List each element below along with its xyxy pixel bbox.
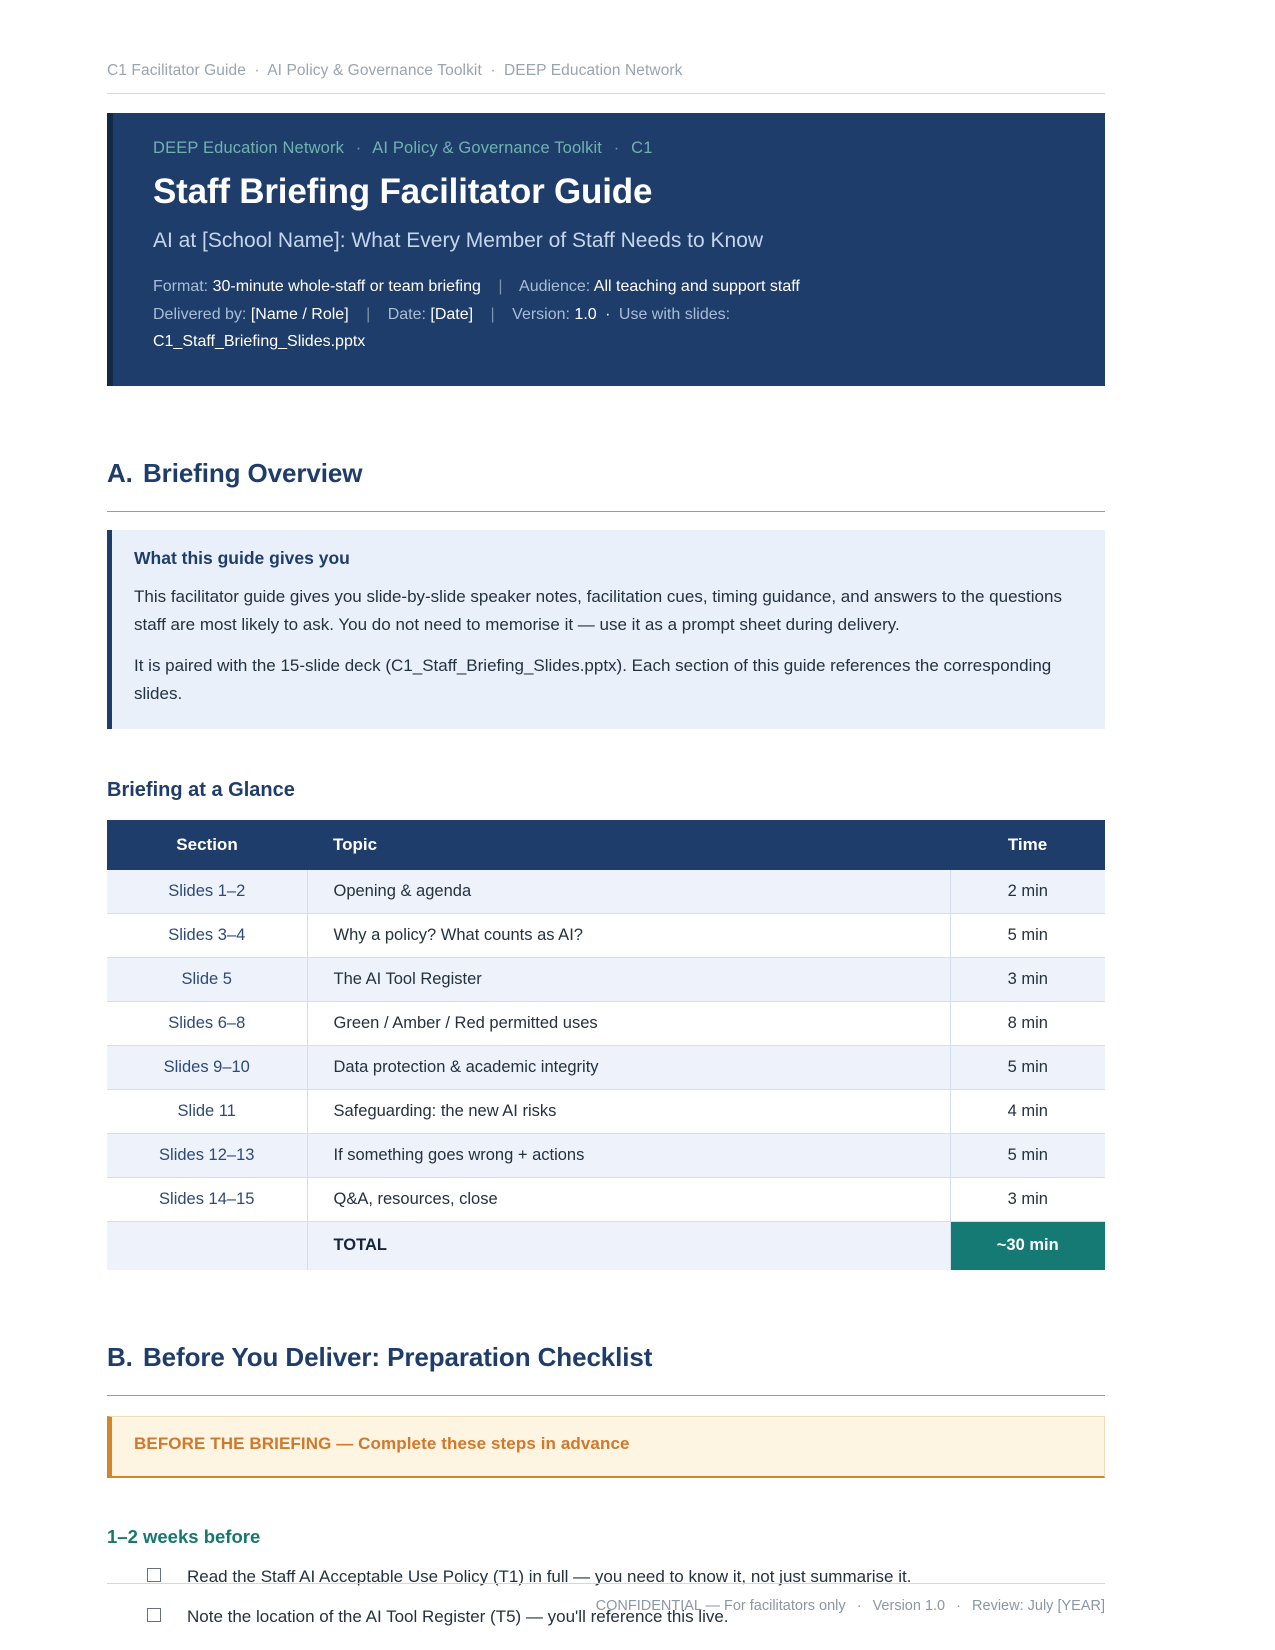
table-row bbox=[107, 1178, 1105, 1222]
banner-metadata bbox=[153, 273, 1065, 356]
banner-kicker-separator: · bbox=[613, 139, 620, 157]
date-value: [Date] bbox=[430, 305, 474, 323]
cell-section: Slides 12–13 bbox=[107, 1134, 307, 1178]
column-header-time: Time bbox=[950, 820, 1105, 870]
info-callout-paragraph-1: This facilitator guide gives you slide-by-slide speaker notes, facilitation cues, timing guidance, and answers to the questions staff are most likely to ask. You do not need to memorise it — use it as a prompt sheet during delivery. bbox=[134, 586, 1062, 634]
section-b-number: B. bbox=[107, 1341, 133, 1372]
table-row bbox=[107, 1090, 1105, 1134]
briefing-at-a-glance-heading: Briefing at a Glance bbox=[107, 779, 295, 802]
banner-meta-line-1 bbox=[153, 273, 1065, 301]
table-body bbox=[107, 870, 1105, 1270]
table-row bbox=[107, 1046, 1105, 1090]
cell-section: Slides 9–10 bbox=[107, 1046, 307, 1090]
table-total-row bbox=[107, 1222, 1105, 1270]
footer-version: Version 1.0 bbox=[872, 1598, 946, 1614]
table-row bbox=[107, 870, 1105, 914]
cell-section: Slides 1–2 bbox=[107, 870, 307, 914]
checkbox-icon[interactable] bbox=[147, 1568, 161, 1582]
warning-callout-title: BEFORE THE BRIEFING — Complete these steps in advance bbox=[134, 1433, 630, 1453]
use-with-slides-label: Use with slides: bbox=[618, 305, 731, 323]
banner-meta-line-2 bbox=[153, 301, 1065, 329]
cell-topic: Data protection & academic integrity bbox=[307, 1046, 950, 1090]
column-header-topic: Topic bbox=[307, 820, 950, 870]
cell-time: 2 min bbox=[950, 870, 1105, 914]
cell-section: Slide 11 bbox=[107, 1090, 307, 1134]
cell-topic: Safeguarding: the new AI risks bbox=[307, 1090, 950, 1134]
cell-time: 8 min bbox=[950, 1002, 1105, 1046]
footer-review: Review: July [YEAR] bbox=[972, 1598, 1105, 1614]
audience-label: Audience: bbox=[519, 278, 591, 296]
column-header-section: Section bbox=[107, 820, 307, 870]
running-head-part-2: AI Policy & Governance Toolkit bbox=[267, 62, 482, 79]
section-heading-a bbox=[107, 458, 1105, 512]
cell-time: 3 min bbox=[950, 1178, 1105, 1222]
cell-time: 5 min bbox=[950, 1046, 1105, 1090]
cell-section: Slides 3–4 bbox=[107, 914, 307, 958]
table-row bbox=[107, 1134, 1105, 1178]
checklist-group-title: 1–2 weeks before bbox=[107, 1525, 261, 1547]
document-subtitle: AI at [School Name]: What Every Member of Staff Needs to Know bbox=[153, 229, 764, 253]
version-label: Version: bbox=[512, 305, 570, 323]
table-row bbox=[107, 1002, 1105, 1046]
banner-kicker-part-1: DEEP Education Network bbox=[153, 139, 345, 157]
meta-pipe: | bbox=[490, 305, 495, 323]
cell-topic: Green / Amber / Red permitted uses bbox=[307, 1002, 950, 1046]
running-head-separator: · bbox=[490, 62, 496, 79]
cell-time: 3 min bbox=[950, 958, 1105, 1002]
banner-meta-line-3 bbox=[153, 328, 1065, 356]
section-a-title: Briefing Overview bbox=[143, 457, 363, 488]
meta-dot: · bbox=[605, 305, 611, 323]
running-head-part-3: DEEP Education Network bbox=[504, 62, 683, 79]
banner-kicker bbox=[153, 139, 1065, 158]
cell-section: Slide 5 bbox=[107, 958, 307, 1002]
banner-kicker-separator: · bbox=[355, 139, 362, 157]
table-header-row bbox=[107, 820, 1105, 870]
footer-confidential: CONFIDENTIAL — For facilitators only bbox=[595, 1598, 846, 1614]
meta-pipe: | bbox=[366, 305, 371, 323]
meta-pipe: | bbox=[498, 278, 503, 296]
format-value: 30-minute whole-staff or team briefing bbox=[212, 278, 481, 296]
section-b-title: Before You Deliver: Preparation Checklist bbox=[143, 1341, 653, 1372]
cell-topic: Opening & agenda bbox=[307, 870, 950, 914]
section-a-number: A. bbox=[107, 457, 133, 488]
delivered-by-label: Delivered by: bbox=[153, 305, 247, 323]
delivered-by-value: [Name / Role] bbox=[250, 305, 349, 323]
cell-time: 4 min bbox=[950, 1090, 1105, 1134]
footer-separator: · bbox=[856, 1598, 862, 1614]
page-footer bbox=[107, 1583, 1105, 1614]
briefing-glance-table bbox=[107, 820, 1105, 1270]
running-head-separator: · bbox=[254, 62, 260, 79]
slides-file-value: C1_Staff_Briefing_Slides.pptx bbox=[153, 333, 366, 351]
checklist-item-label: Note the location of the AI Tool Register (T5) — you'll reference this live. bbox=[187, 1606, 729, 1626]
cell-total-section bbox=[107, 1222, 307, 1270]
cell-topic: If something goes wrong + actions bbox=[307, 1134, 950, 1178]
running-head bbox=[107, 62, 1105, 94]
section-heading-b bbox=[107, 1342, 1105, 1396]
cell-topic: Why a policy? What counts as AI? bbox=[307, 914, 950, 958]
cell-section: Slides 6–8 bbox=[107, 1002, 307, 1046]
table-row bbox=[107, 914, 1105, 958]
document-title: Staff Briefing Facilitator Guide bbox=[153, 172, 653, 211]
title-banner bbox=[107, 113, 1105, 386]
cell-topic: Q&A, resources, close bbox=[307, 1178, 950, 1222]
footer-separator: · bbox=[956, 1598, 961, 1614]
format-label: Format: bbox=[153, 278, 209, 296]
cell-topic: The AI Tool Register bbox=[307, 958, 950, 1002]
info-callout-title: What this guide gives you bbox=[134, 547, 350, 568]
cell-section: Slides 14–15 bbox=[107, 1178, 307, 1222]
cell-time: 5 min bbox=[950, 914, 1105, 958]
date-label: Date: bbox=[387, 305, 426, 323]
info-callout bbox=[107, 530, 1105, 729]
table-head bbox=[107, 820, 1105, 870]
banner-kicker-part-2: AI Policy & Governance Toolkit bbox=[372, 139, 603, 157]
info-callout-paragraph-2: It is paired with the 15-slide deck (C1_Staff_Briefing_Slides.pptx). Each section of this guide references the corresponding slides. bbox=[134, 656, 1052, 703]
checklist-item-label: Read the Staff AI Acceptable Use Policy (T1) in full — you need to know it, not just summarise it. bbox=[187, 1566, 912, 1586]
table-row bbox=[107, 958, 1105, 1002]
cell-total-time-badge: ~30 min bbox=[950, 1222, 1105, 1270]
running-head-part-1: C1 Facilitator Guide bbox=[107, 62, 246, 79]
version-value: 1.0 bbox=[574, 305, 597, 323]
banner-kicker-part-3: C1 bbox=[631, 139, 653, 157]
warning-callout bbox=[107, 1416, 1105, 1478]
cell-time: 5 min bbox=[950, 1134, 1105, 1178]
cell-total-label: TOTAL bbox=[307, 1222, 950, 1270]
audience-value: All teaching and support staff bbox=[593, 278, 800, 296]
